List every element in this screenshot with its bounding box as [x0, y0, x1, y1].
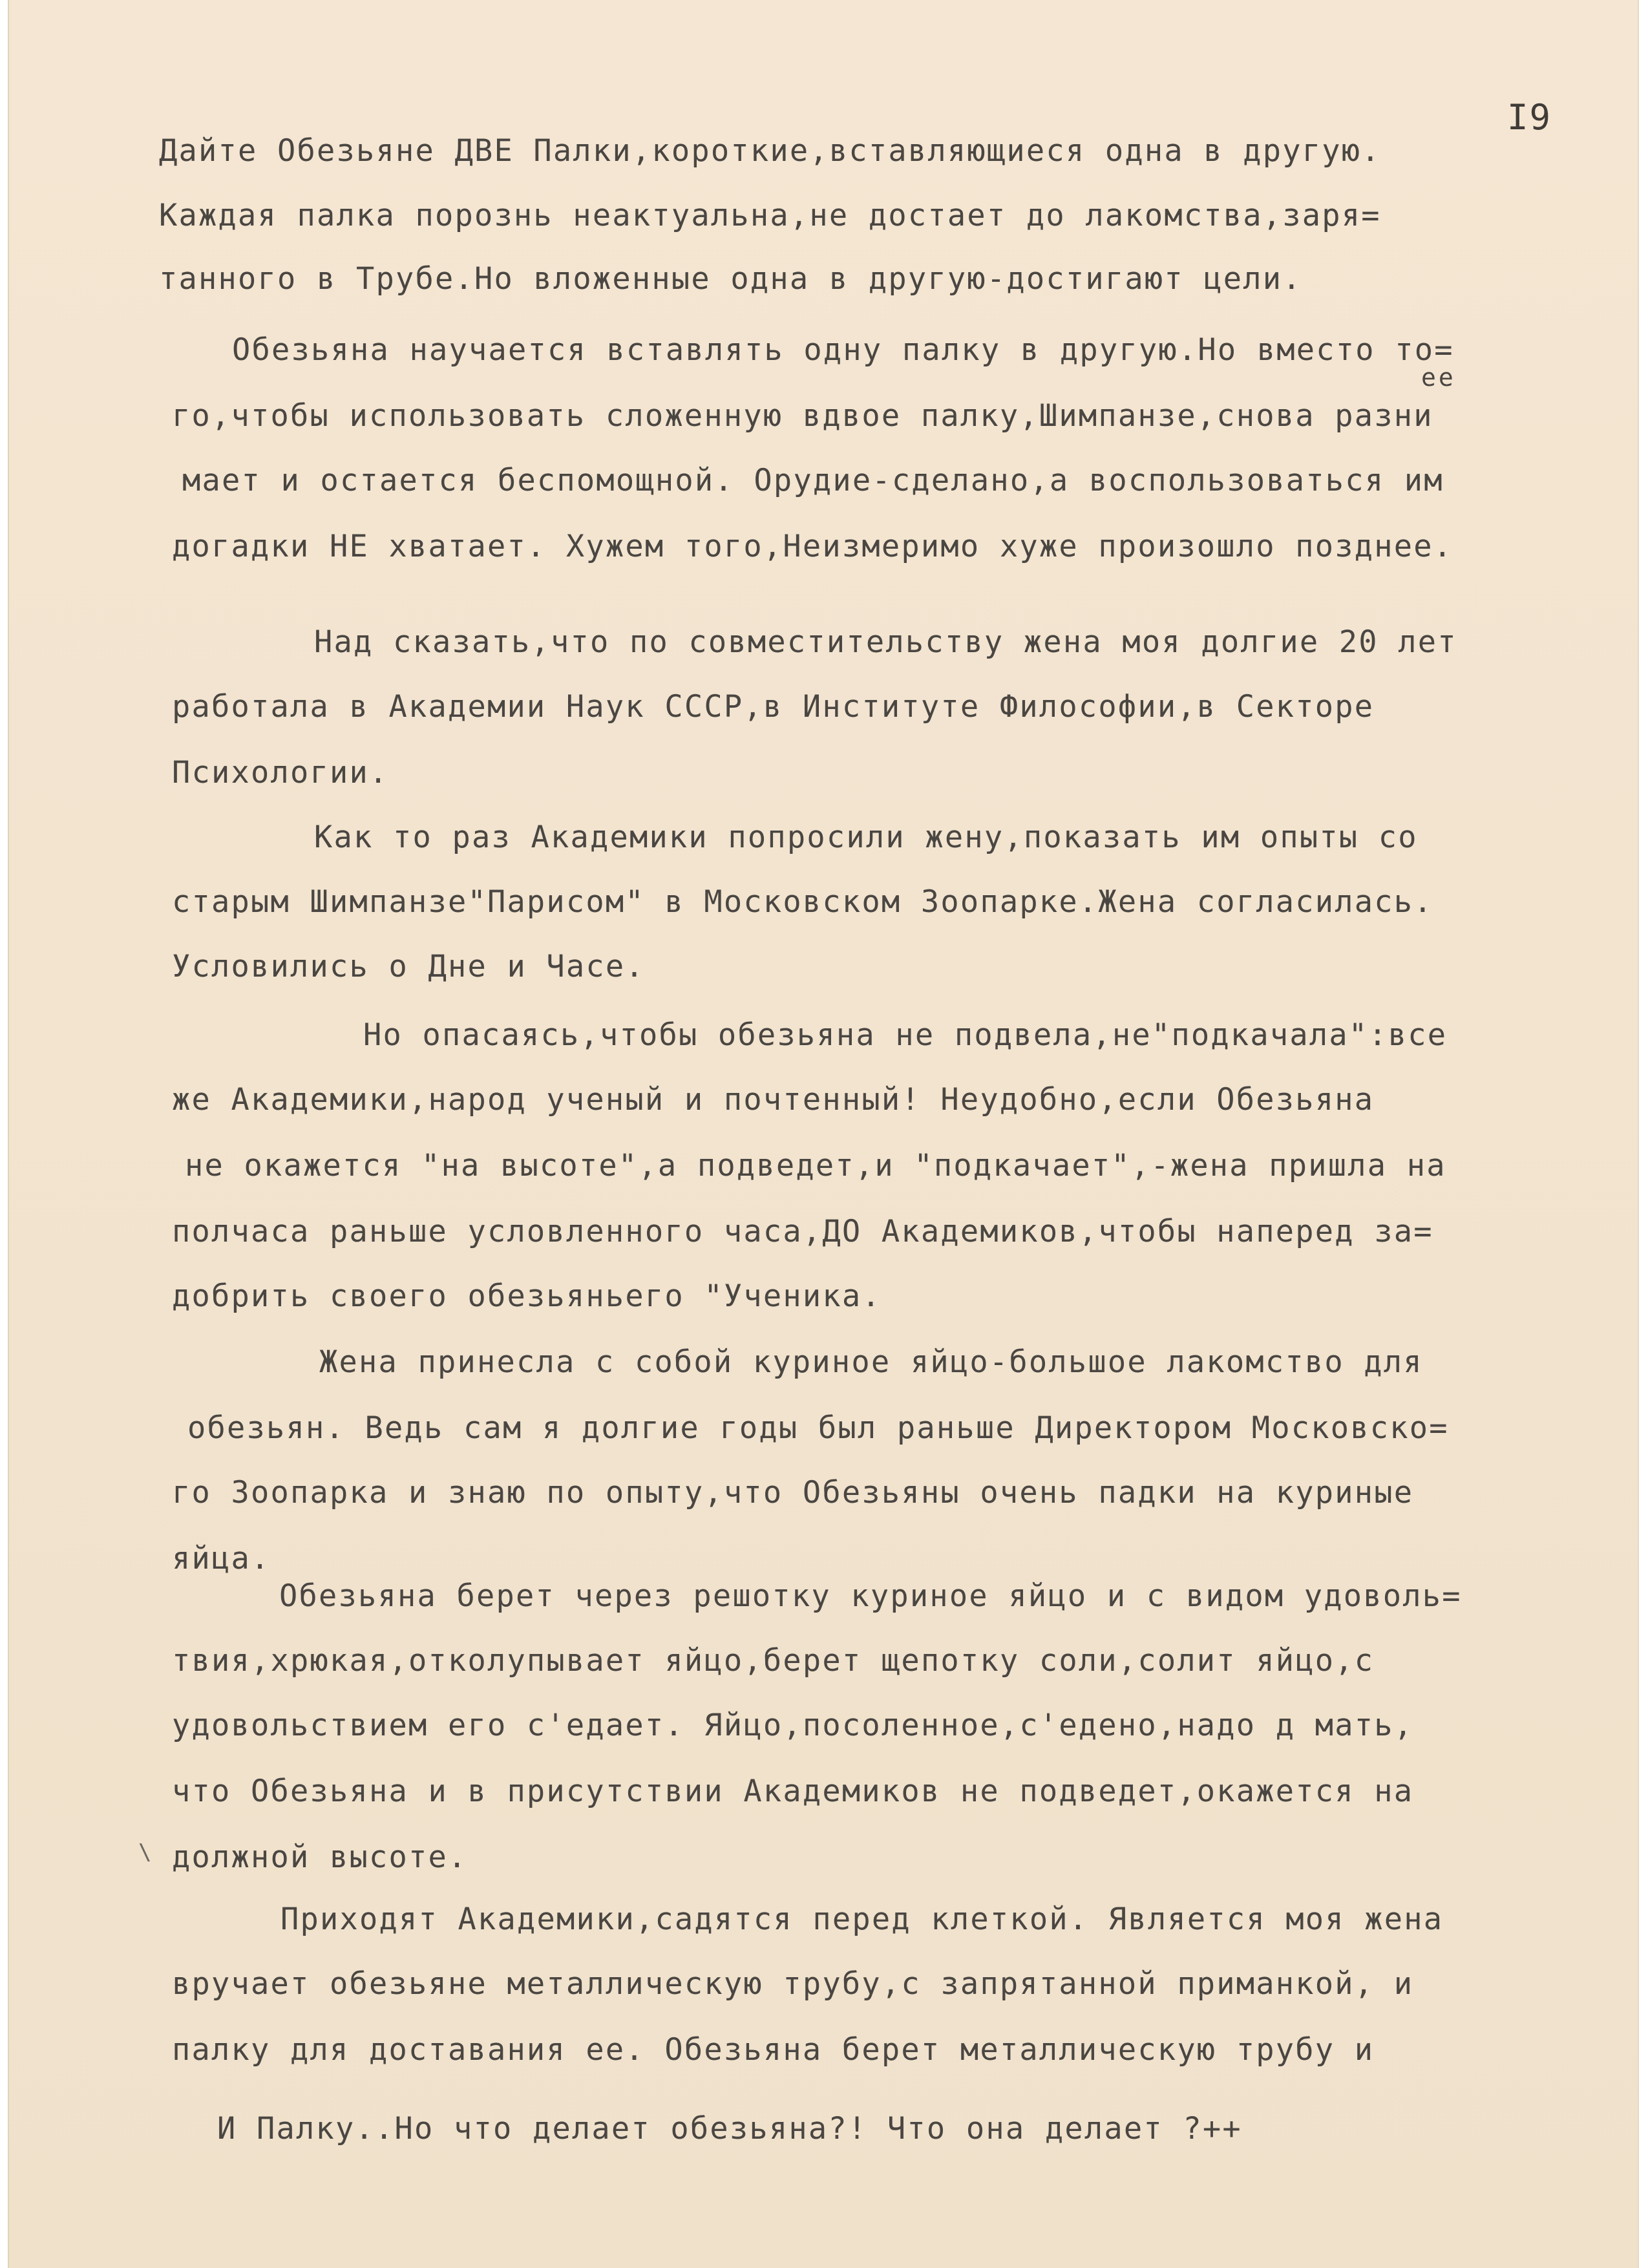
typewritten-page [8, 0, 1639, 2268]
text-line: Приходят Академики,садятся перед клеткой. Является моя жена [280, 1902, 1444, 1937]
text-line: яйца. [172, 1541, 271, 1576]
text-line: Психологии. [172, 755, 389, 790]
text-line: вручает обезьяне металлическую трубу,с запрятанной приманкой, и [172, 1966, 1414, 2002]
page-number: I9 [1507, 97, 1552, 138]
text-line: не окажется "на высоте",а подведет,и "подкачает",-жена пришла на [185, 1148, 1446, 1183]
text-line: И Палку..Но что делает обезьяна?! Что она делает ?++ [217, 2111, 1242, 2146]
text-line: добрить своего обезьяньего "Ученика. [172, 1278, 882, 1314]
text-line: должной высоте. [172, 1839, 468, 1875]
text-line: палку для доставания ее. Обезьяна берет металлическую трубу и [172, 2032, 1375, 2068]
text-line: го Зоопарка и знаю по опыту,что Обезьяны очень падки на куриные [172, 1475, 1414, 1510]
text-line: догадки НЕ хватает. Хужем того,Неизмеримо хуже произошло позднее. [172, 529, 1453, 564]
text-line: Но опасаясь,чтобы обезьяна не подвела,не"подкачала":все [363, 1017, 1448, 1053]
text-line: го,чтобы использовать сложенную вдвое палку,Шимпанзе,снова разни [172, 398, 1433, 434]
text-line: удовольствием его с'едает. Яйцо,посоленное,с'едено,надо д мать, [172, 1708, 1414, 1743]
text-line: обезьян. Ведь сам я долгие годы был раньше Директором Московско= [187, 1410, 1449, 1446]
text-line: твия,хрюкая,отколупывает яйцо,берет щепотку соли,солит яйцо,с [172, 1643, 1375, 1679]
text-line: что Обезьяна и в присутствии Академиков не подведет,окажется на [172, 1774, 1414, 1809]
text-line: Жена принесла с собой куриное яйцо-большое лакомство для [319, 1344, 1423, 1380]
margin-mark: \ [138, 1839, 152, 1865]
handwritten-insertion: ее [1421, 363, 1456, 392]
text-line: Как то раз Академики попросили жену,показать им опыты со [314, 820, 1418, 855]
text-line: старым Шимпанзе"Парисом" в Московском Зоопарке.Жена согласилась. [172, 884, 1433, 920]
text-line: Обезьяна берет через решотку куриное яйцо и с видом удоволь= [279, 1578, 1462, 1614]
text-line: Над сказать,что по совместительству жена моя долгие 20 лет [314, 624, 1457, 660]
text-line: Обезьяна научается вставлять одну палку в другую.Но вместо то= [232, 332, 1454, 368]
text-line: Каждая палка порознь неактуальна,не достает до лакомства,заря= [159, 198, 1381, 233]
text-line: же Академики,народ ученый и почтенный! Неудобно,если Обезьяна [172, 1082, 1375, 1118]
text-line: танного в Трубе.Но вложенные одна в другую-достигают цели. [159, 261, 1302, 297]
text-line: мает и остается беспомощной. Орудие-сделано,а воспользоваться им [182, 463, 1444, 498]
text-line: работала в Академии Наук СССР,в Институте Философии,в Секторе [172, 689, 1375, 725]
text-line: полчаса раньше условленного часа,ДО Академиков,чтобы наперед за= [172, 1214, 1433, 1249]
text-line: Дайте Обезьяне ДВЕ Палки,короткие,вставляющиеся одна в другую. [159, 133, 1381, 169]
text-line: Условились о Дне и Часе. [172, 949, 645, 984]
